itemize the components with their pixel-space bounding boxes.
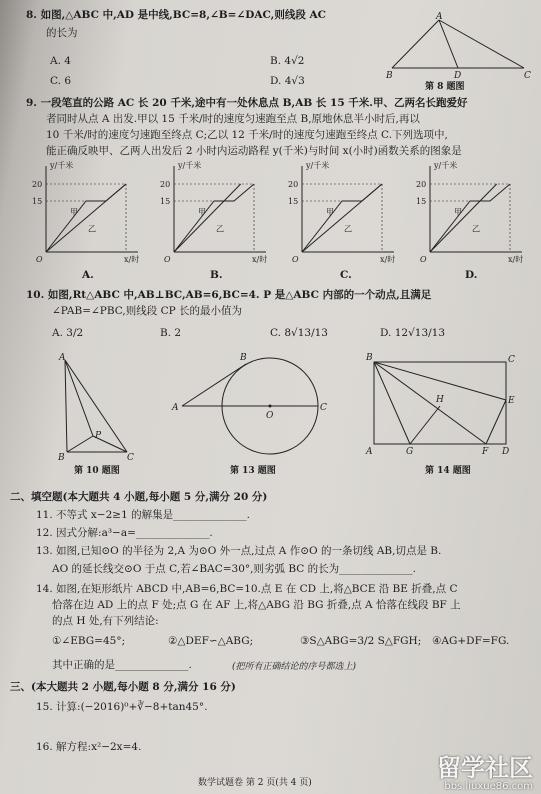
svg-text:A: A [59, 353, 66, 363]
svg-text:P: P [95, 431, 102, 441]
section3-title: 三、(本大题共 2 小题,每小题 8 分,满分 16 分) [10, 681, 236, 693]
figure-10-caption: 第 10 题图 [74, 466, 120, 476]
graph-b-xlabel: x/时 [252, 255, 268, 264]
graph-b-yi-label: 乙 [216, 224, 224, 234]
q10-text-line1: 10. 如图,Rt△ABC 中,AB⊥BC,AB=6,BC=4. P 是△ABC 内部的一个动点,且满足 [26, 289, 432, 301]
q15-text: 15. 计算:(−2016)⁰+∛−8+tan45°. [36, 701, 208, 713]
q8-option-b: B. 4√2 [270, 55, 305, 67]
graph-b-ylabel: y/千米 [178, 161, 202, 170]
svg-text:G: G [406, 447, 414, 457]
graph-c-ylabel: y/千米 [306, 161, 330, 170]
q9-label-d: D. [465, 269, 478, 281]
q14-note: (把所有正确结论的序号都选上) [232, 662, 357, 672]
q14-conclusion-3: ③S△ABG=3/2 S△FGH; [300, 635, 422, 647]
q8-option-a: A. 4 [50, 55, 71, 67]
page-footer: 数学试题卷 第 2 页(共 4 页) [198, 778, 312, 788]
graph-a-jia-label: 甲 [70, 207, 78, 217]
svg-text:O: O [266, 411, 274, 421]
graph-c-y15: 15 [288, 197, 299, 206]
q14-conclusion-2: ②△DEF∽△ABG; [168, 635, 254, 647]
graph-b-origin: O [164, 255, 171, 264]
q9-label-b: B. [210, 269, 223, 281]
q13-text-line2: AO 的延长线交⊙O 于点 C,若∠BAC=30°,则劣弧 BC 的长为______________. [52, 563, 416, 575]
graph-b-y20: 20 [160, 180, 171, 189]
graph-a-xlabel: x/时 [124, 255, 140, 264]
q14-conclusion-4: ④AG+DF=FG. [432, 635, 510, 647]
graph-a-yi-label: 乙 [88, 224, 96, 234]
graph-a-y20: 20 [32, 180, 43, 189]
graph-a-ylabel: y/千米 [50, 161, 74, 170]
q12-text: 12. 因式分解:a³−a=______________. [36, 527, 213, 539]
q8-text-line2: 的长为 [46, 27, 78, 39]
graph-c-origin: O [292, 255, 299, 264]
svg-text:C: C [508, 355, 515, 365]
graph-d-jia-line [430, 184, 510, 252]
svg-text:A: A [436, 12, 443, 22]
graph-d-ylabel: y/千米 [434, 161, 458, 170]
q8-figure [384, 10, 534, 90]
q14-answer-line: 其中正确的是______________. [52, 659, 192, 671]
watermark-brand: 留学社区 [437, 754, 533, 782]
svg-text:B: B [386, 71, 393, 81]
figure-13-caption: 第 13 题图 [230, 466, 276, 476]
svg-text:H: H [436, 395, 444, 405]
graph-d-y15: 15 [416, 197, 427, 206]
q10-option-c: C. 8√13/13 [270, 327, 328, 339]
svg-text:B: B [366, 353, 373, 363]
graph-d-origin: O [420, 255, 427, 264]
q14-conclusion-1: ①∠EBG=45°; [52, 635, 126, 647]
q8-text-line1: 8. 如图,△ABC 中,AD 是中线,BC=8,∠B=∠DAC,则线段 AC [26, 9, 326, 21]
graph-c-y20: 20 [288, 180, 299, 189]
q14-text-line3: 的点 H 处,有下列结论: [52, 615, 159, 627]
svg-text:A: A [366, 447, 373, 457]
q9-text-line2: 者同时从点 A 出发.甲以 15 千米/时的速度匀速跑至点 B,原地休息半小时后,再以 [46, 113, 420, 125]
figure-14 [362, 350, 522, 458]
graph-d-jia-label: 甲 [454, 207, 462, 217]
q16-text: 16. 解方程:x²−2x=4. [36, 741, 142, 753]
watermark [437, 755, 533, 792]
figure-14-caption: 第 14 题图 [425, 466, 471, 476]
graph-a-y15: 15 [32, 197, 43, 206]
q10-option-a: A. 3/2 [52, 327, 84, 339]
graph-d-yi-line [430, 184, 497, 252]
q8-option-d: D. 4√3 [270, 75, 305, 87]
figure-10 [55, 352, 145, 462]
graph-d-y20: 20 [416, 180, 427, 189]
q9-graphs [28, 160, 528, 280]
q9-label-c: C. [340, 269, 352, 281]
svg-text:C: C [524, 71, 531, 81]
q9-text-line1: 9. 一段笔直的公路 AC 长 20 千米,途中有一处休息点 B,AB 长 15 千米.甲、乙两名长跑爱好 [26, 97, 468, 109]
section2-title: 二、填空题(本大题共 4 小题,每小题 5 分,满分 20 分) [10, 491, 268, 503]
q14-text-line2: 恰落在边 AD 上的点 F 处;点 G 在 AF 上,将△ABG 沿 BG 折叠,点 A 恰落在线段 BF 上 [52, 599, 461, 611]
graph-c-xlabel: x/时 [380, 255, 396, 264]
svg-text:C: C [320, 403, 327, 413]
svg-text:F: F [482, 447, 489, 457]
graph-a-origin: O [36, 255, 43, 264]
q8-option-c: C. 6 [50, 75, 72, 87]
graph-b-yi-line [174, 184, 241, 252]
svg-text:D: D [502, 447, 510, 457]
q9-label-a: A. [82, 269, 94, 281]
graph-b-jia-label: 甲 [198, 207, 206, 217]
q9-text-line4: 能正确反映甲、乙两人出发后 2 小时内运动路程 y(千米)与时间 x(小时)函数关系的图象是 [46, 145, 462, 157]
svg-text:B: B [58, 453, 65, 462]
graph-d-xlabel: x/时 [508, 255, 524, 264]
svg-text:D: D [454, 71, 462, 81]
graph-c-jia-label: 甲 [326, 207, 334, 217]
figure-13 [170, 350, 340, 460]
svg-text:C: C [127, 453, 134, 462]
svg-text:A: A [172, 403, 179, 413]
q10-option-b: B. 2 [160, 327, 182, 339]
watermark-url: bbs.liuxue86.com [444, 781, 533, 792]
graph-c-yi-label: 乙 [344, 224, 352, 234]
graph-b-y15: 15 [160, 197, 171, 206]
graph-d-yi-label: 乙 [472, 224, 480, 234]
q11-text: 11. 不等式 x−2≥1 的解集是______________. [36, 509, 250, 521]
svg-text:B: B [240, 353, 247, 363]
q8-caption: 第 8 题图 [425, 82, 465, 92]
q13-text-line1: 13. 如图,已知⊙O 的半径为 2,A 为⊙O 外一点,过点 A 作⊙O 的一条切线 AB,切点是 B. [36, 545, 442, 557]
q14-text-line1: 14. 如图,在矩形纸片 ABCD 中,AB=6,BC=10.点 E 在 CD 上,将△BCE 沿 BE 折叠,点 C [36, 583, 458, 595]
svg-text:E: E [508, 396, 515, 406]
q10-text-line2: ∠PAB=∠PBC,则线段 CP 长的最小值为 [52, 305, 243, 317]
q10-option-d: D. 12√13/13 [380, 327, 446, 339]
q9-text-line3: 10 千米/时的速度匀速跑至终点 C;乙以 12 千米/时的速度匀速跑至终点 C.下列选项中, [46, 129, 448, 141]
graph-b-jia-line [174, 184, 254, 252]
